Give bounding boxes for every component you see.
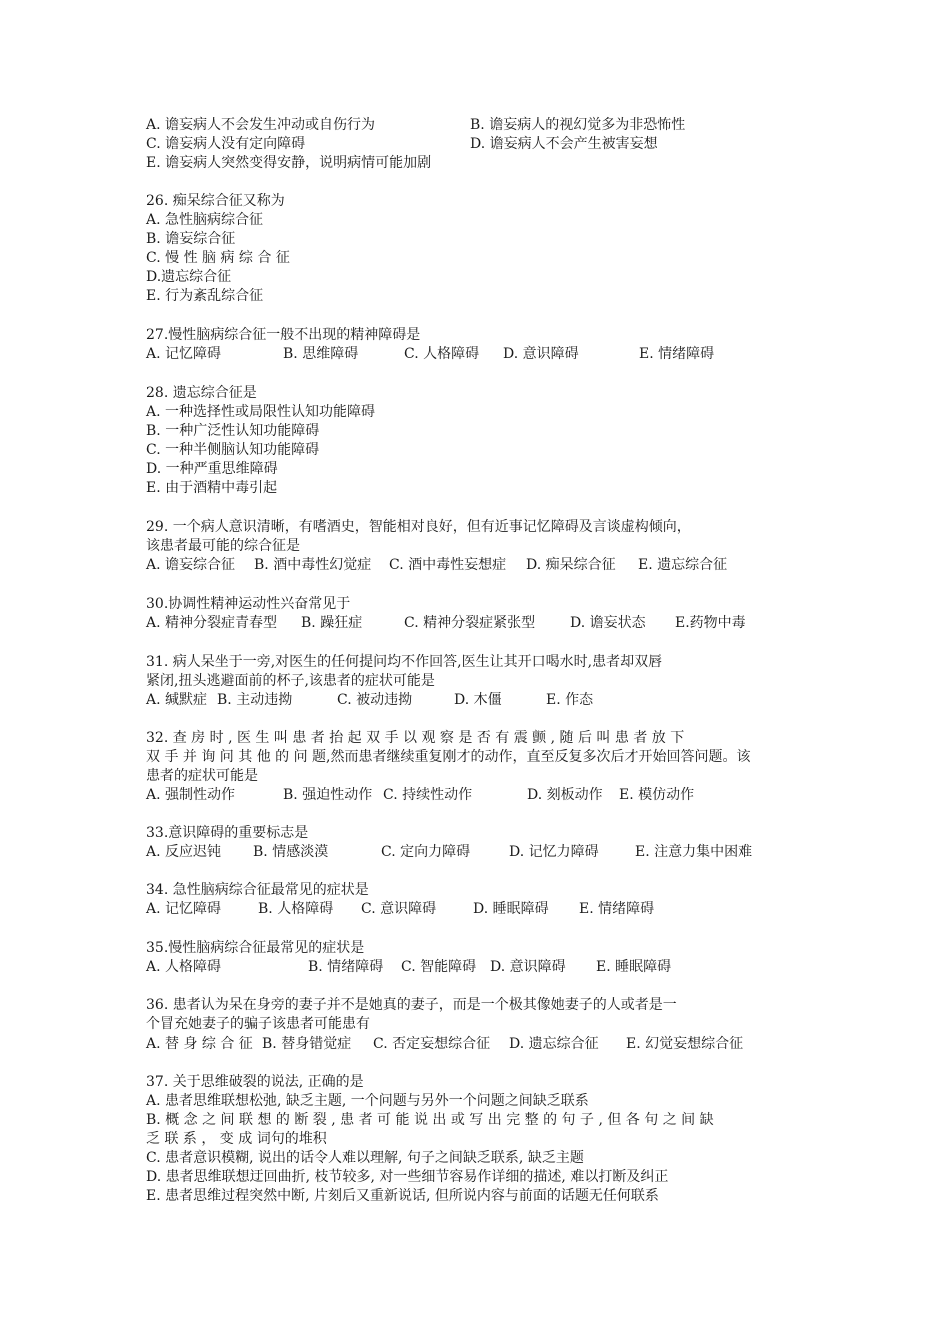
question-stem: 29. 一个病人意识清晰，有嗜酒史，智能相对良好，但有近事记忆障碍及言谈虚构倾向， (146, 519, 691, 535)
option-b: B. 一种广泛性认知功能障碍 (146, 423, 320, 439)
option-a: A. 精神分裂症青春型 (146, 615, 278, 631)
option-e: E. 情绪障碍 (579, 901, 655, 917)
option-d: D. 患者思维联想迂回曲折, 枝节较多, 对一些细节容易作详细的描述, 难以打断及纠正 (146, 1169, 669, 1185)
option-a: A. 谵妄综合征 (146, 557, 236, 573)
option-b: B. 主动违拗 (217, 692, 293, 708)
option-a: A. 患者思维联想松弛, 缺乏主题, 一个问题与另外一个问题之间缺乏联系 (146, 1093, 589, 1109)
option-e: E. 遗忘综合征 (638, 557, 728, 573)
option-c: C. 精神分裂症紧张型 (404, 615, 536, 631)
option-d: D. 刻板动作 (527, 787, 603, 803)
option-e: E. 幻觉妄想综合征 (626, 1036, 744, 1052)
option-e: E.药物中毒 (675, 615, 746, 631)
option-e: E. 由于酒精中毒引起 (146, 480, 278, 496)
option-a: A. 人格障碍 (146, 959, 222, 975)
option-c: C. 慢 性 脑 病 综 合 征 (146, 250, 290, 266)
option-d: D. 谵妄状态 (570, 615, 646, 631)
option-a: A. 替 身 综 合 征 (146, 1036, 253, 1052)
option-c: C. 谵妄病人没有定向障碍 (146, 136, 306, 152)
option-b: B. 强迫性动作 (283, 787, 373, 803)
option-e: E. 睡眠障碍 (596, 959, 672, 975)
question-stem: 26. 痴呆综合征又称为 (146, 193, 285, 209)
question-stem: 37. 关于思维破裂的说法, 正确的是 (146, 1074, 364, 1090)
option-a: A. 反应迟钝 (146, 844, 222, 860)
option-d: D. 一种严重思维障碍 (146, 461, 278, 477)
option-b: B. 替身错觉症 (262, 1036, 352, 1052)
option-a: A. 强制性动作 (146, 787, 236, 803)
option-b: B. 酒中毒性幻觉症 (254, 557, 372, 573)
option-c: C. 定向力障碍 (381, 844, 471, 860)
option-b: B. 躁狂症 (301, 615, 363, 631)
option-d: D. 痴呆综合征 (526, 557, 616, 573)
option-e: E. 患者思维过程突然中断, 片刻后又重新说话, 但所说内容与前面的话题无任何联系 (146, 1188, 659, 1204)
option-b: B. 人格障碍 (258, 901, 334, 917)
question-stem: 34. 急性脑病综合征最常见的症状是 (146, 882, 369, 898)
option-c: C. 酒中毒性妄想症 (389, 557, 507, 573)
option-d: D. 木僵 (454, 692, 502, 708)
option-c: C. 否定妄想综合征 (373, 1036, 491, 1052)
option-c: C. 被动违拗 (337, 692, 413, 708)
option-d: D. 遗忘综合征 (509, 1036, 599, 1052)
option-c: C. 一种半侧脑认知功能障碍 (146, 442, 320, 458)
option-b: B. 谵妄综合征 (146, 231, 236, 247)
option-e: E. 情绪障碍 (639, 346, 715, 362)
option-a: A. 缄默症 (146, 692, 208, 708)
option-c: C. 患者意识模糊, 说出的话令人难以理解, 句子之间缺乏联系, 缺乏主题 (146, 1150, 584, 1166)
question-stem: 27.慢性脑病综合征一般不出现的精神障碍是 (146, 327, 421, 343)
question-stem: 32. 查 房 时 , 医 生 叫 患 者 抬 起 双 手 以 观 察 是 否 有 震 颤 , 随 后 叫 患 者 放 下 (146, 730, 685, 746)
question-stem-continued: 患者的症状可能是 (146, 768, 258, 784)
option-c: C. 意识障碍 (361, 901, 437, 917)
question-stem: 35.慢性脑病综合征最常见的症状是 (146, 940, 365, 956)
option-e: E. 谵妄病人突然变得安静，说明病情可能加剧 (146, 155, 432, 171)
option-c: C. 持续性动作 (383, 787, 473, 803)
option-d: D. 意识障碍 (490, 959, 566, 975)
option-b: B. 情绪障碍 (308, 959, 384, 975)
option-c: C. 人格障碍 (404, 346, 480, 362)
option-d: D.遗忘综合征 (146, 269, 232, 285)
question-stem-continued: 个冒充她妻子的骗子该患者可能患有 (146, 1016, 370, 1032)
question-stem: 31. 病人呆坐于一旁,对医生的任何提问均不作回答,医生让其开口喝水时,患者却双唇 (146, 654, 663, 670)
option-a: A. 急性脑病综合征 (146, 212, 264, 228)
option-d: D. 谵妄病人不会产生被害妄想 (470, 136, 658, 152)
option-a: A. 记忆障碍 (146, 346, 222, 362)
option-a: A. 记忆障碍 (146, 901, 222, 917)
option-b-continued: 乏 联 系 ， 变 成 词句的堆积 (146, 1131, 327, 1147)
option-b: B. 思维障碍 (283, 346, 359, 362)
question-stem: 36. 患者认为呆在身旁的妻子并不是她真的妻子，而是一个极其像她妻子的人或者是一 (146, 997, 677, 1013)
option-d: D. 意识障碍 (503, 346, 579, 362)
option-c: C. 智能障碍 (401, 959, 477, 975)
option-a: A. 一种选择性或局限性认知功能障碍 (146, 404, 376, 420)
option-e: E. 模仿动作 (619, 787, 695, 803)
question-stem-continued: 紧闭,扭头逃避面前的杯子,该患者的症状可能是 (146, 673, 435, 689)
option-b: B. 谵妄病人的视幻觉多为非恐怖性 (470, 117, 686, 133)
option-d: D. 记忆力障碍 (509, 844, 599, 860)
option-e: E. 注意力集中困难 (635, 844, 753, 860)
question-stem: 33.意识障碍的重要标志是 (146, 825, 309, 841)
question-stem: 28. 遗忘综合征是 (146, 385, 257, 401)
option-d: D. 睡眠障碍 (473, 901, 549, 917)
option-e: E. 行为紊乱综合征 (146, 288, 264, 304)
option-b: B. 情感淡漠 (253, 844, 329, 860)
option-a: A. 谵妄病人不会发生冲动或自伤行为 (146, 117, 376, 133)
question-stem-continued: 双 手 并 询 问 其 他 的 问 题,然而患者继续重复刚才的动作，直至反复多次后才开始回答问题。该 (146, 749, 751, 765)
question-stem: 30.协调性精神运动性兴奋常见于 (146, 596, 351, 612)
option-e: E. 作态 (546, 692, 594, 708)
option-b: B. 概 念 之 间 联 想 的 断 裂 , 患 者 可 能 说 出 或 写 出 完 整 的 句 子 , 但 各 句 之 间 缺 (146, 1112, 714, 1128)
question-stem-continued: 该患者最可能的综合征是 (146, 538, 300, 554)
